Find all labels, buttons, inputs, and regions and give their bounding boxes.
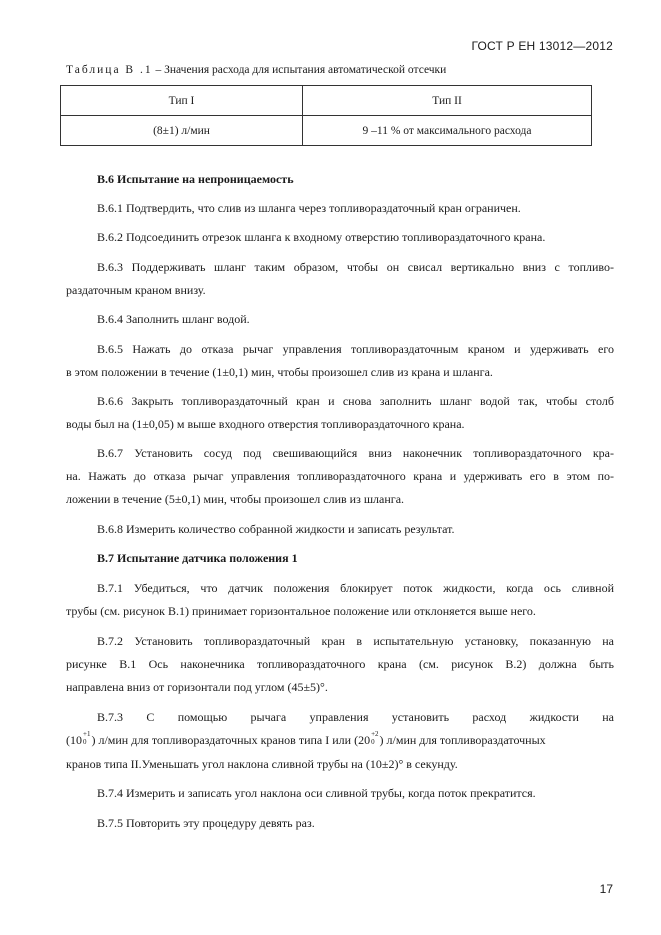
clause-b6-1: В.6.1 Подтвердить, что слив из шланга через топливораздаточный кран ограничен. xyxy=(97,201,521,215)
table-cell: 9 –11 % от максимального расхода xyxy=(303,116,592,146)
clause-b7-4: В.7.4 Измерить и записать угол наклона оси сливной трубы, когда поток прекратится. xyxy=(97,786,536,800)
clause-b7-3-line1: В.7.3 С помощью рычага управления установить расход жидкости на xyxy=(97,710,614,724)
table-header-cell: Тип I xyxy=(61,86,303,116)
clause-b6-8: В.6.8 Измерить количество собранной жидкости и записать результат. xyxy=(97,522,455,536)
clause-b6-5-line2: в этом положении в течение (1±0,1) мин, чтобы произошел слив из крана и шланга. xyxy=(66,365,493,379)
clause-b7-2-line1: В.7.2 Установить топливораздаточный кран в испытательную установку, показанную на xyxy=(97,634,614,648)
clause-b7-2-line3: направлена вниз от горизонтали под углом (45±5)°. xyxy=(66,680,328,694)
tolerance-lower: 0 xyxy=(371,738,375,747)
clause-b7-3-text-c: ) л/мин для топливораздаточных xyxy=(379,733,546,747)
clause-b7-1-line2: трубы (см. рисунок В.1) принимает горизонтальное положение или отклоняется выше него. xyxy=(66,604,536,618)
clause-b7-3-line3: кранов типа II.Уменьшать угол наклона сливной трубы на (10±2)° в секунду. xyxy=(66,757,458,771)
tolerance-2 xyxy=(371,730,378,746)
clause-b6-4: В.6.4 Заполнить шланг водой. xyxy=(97,312,250,326)
tolerance-upper: +2 xyxy=(371,730,379,739)
clause-b6-7-line2: на. Нажать до отказа рычаг управления топливораздаточного крана и удерживать его в этом по- xyxy=(66,469,614,483)
page-number: 17 xyxy=(599,882,613,896)
clause-b7-2-line2: рисунке В.1 Ось наконечника топливораздаточного крана (см. рисунок В.2) должна быть xyxy=(66,657,614,671)
table-header-cell: Тип II xyxy=(303,86,592,116)
clause-b6-6-line1: В.6.6 Закрыть топливораздаточный кран и снова заполнить шланг водой так, чтобы столб xyxy=(97,394,614,408)
clause-b7-3-line2 xyxy=(66,729,614,752)
clause-b7-3-text-a: (10 xyxy=(66,733,82,747)
clause-b7-3-text-b: ) л/мин для топливораздаточных кранов типа I или (20 xyxy=(91,733,371,747)
table-cell: (8±1) л/мин xyxy=(61,116,303,146)
flow-rate-table xyxy=(60,85,592,146)
clause-b7-5: В.7.5 Повторить эту процедуру девять раз. xyxy=(97,816,315,830)
section-title-b7: В.7 Испытание датчика положения 1 xyxy=(97,551,298,565)
clause-b6-3-line1: В.6.3 Поддерживать шланг таким образом, чтобы он свисал вертикально вниз с топливо- xyxy=(97,260,614,274)
table-row xyxy=(61,116,592,146)
table-caption-text: – Значения расхода для испытания автоматической отсечки xyxy=(152,64,447,76)
tolerance-lower: 0 xyxy=(83,738,87,747)
tolerance-1 xyxy=(83,730,90,746)
table-caption-prefix: Таблица В .1 xyxy=(66,64,153,76)
standard-header: ГОСТ Р ЕН 13012—2012 xyxy=(471,39,613,53)
clause-b6-2: В.6.2 Подсоединить отрезок шланга к входному отверстию топливораздаточного крана. xyxy=(97,230,546,244)
clause-b6-7-line3: ложении в течение (5±0,1) мин, чтобы произошел слив из шланга. xyxy=(66,492,405,506)
table-caption xyxy=(66,64,446,76)
clause-b6-5-line1: В.6.5 Нажать до отказа рычаг управления топливораздаточным краном и удерживать его xyxy=(97,342,614,356)
clause-b6-6-line2: воды был на (1±0,05) м выше входного отверстия топливораздаточного крана. xyxy=(66,417,465,431)
section-title-b6: В.6 Испытание на непроницаемость xyxy=(97,172,294,186)
clause-b7-1-line1: В.7.1 Убедиться, что датчик положения блокирует поток жидкости, когда ось сливной xyxy=(97,581,614,595)
tolerance-upper: +1 xyxy=(83,730,91,739)
clause-b6-3-line2: раздаточным краном внизу. xyxy=(66,283,206,297)
table-header-row xyxy=(61,86,592,116)
clause-b6-7-line1: В.6.7 Установить сосуд под свешивающийся вниз наконечник топливораздаточного кра- xyxy=(97,446,614,460)
